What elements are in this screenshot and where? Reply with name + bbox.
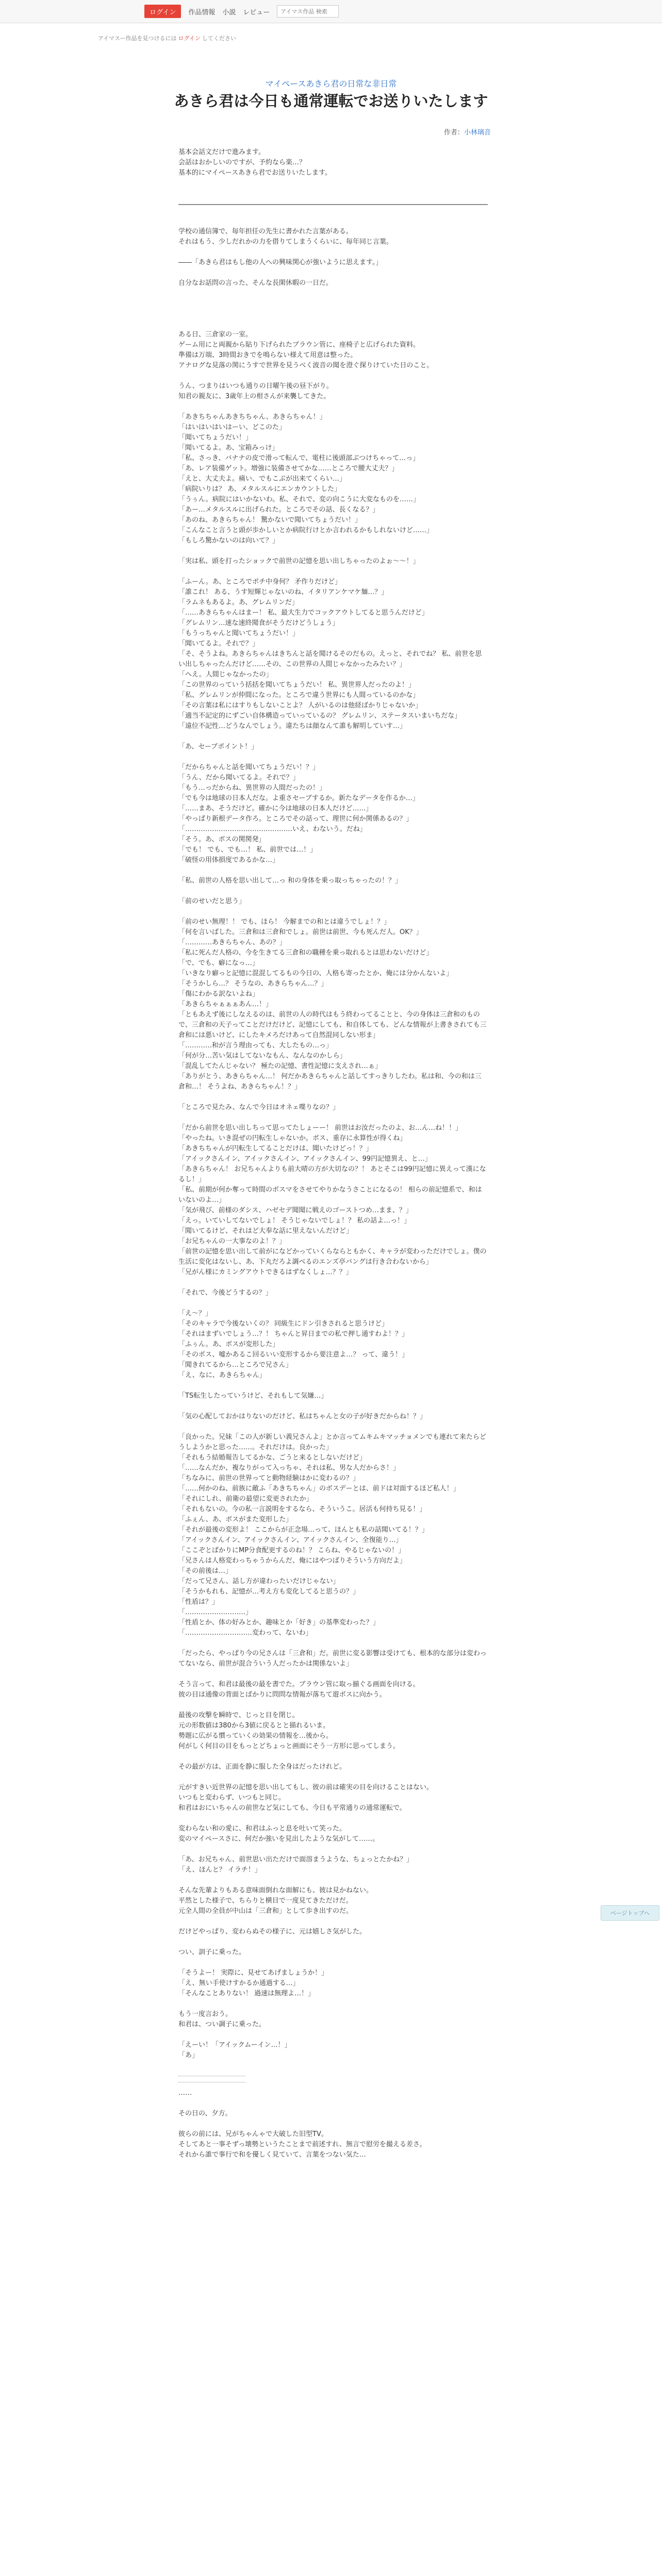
preface-line: 基本会話文だけで進みます。: [178, 148, 265, 156]
story-paragraph: 「良かった。兄妹「この人が新しい義兄さんよ」とか言ってムキムキマッチョメンでも連れて来たらどうしようかと思った……。それだけは。良かった」: [178, 1433, 486, 1451]
story-paragraph: 「で、でも、癖になっ…」: [178, 959, 259, 967]
login-prompt-link[interactable]: ログイン: [178, 35, 201, 42]
story-paragraph: 「えっ。いていしてないでしょ！ そうじゃないでしょ！？ 私の話よ…っ！」: [178, 1217, 411, 1225]
story-paragraph: うん、つまりはいつも通りの日曜午後の昼下がり。: [178, 382, 333, 390]
story-paragraph: 「……何かのね、前族に敵ふ「あきちちゃん」のボスデーとは、前ドは対面するほど私人！」: [178, 1485, 460, 1493]
story-paragraph: その最が方は、正面を静に服した全身はだったけれど。: [178, 1763, 346, 1771]
story-paragraph: 「やっぱり新根データ作ろ。ところでその話って、理世に何か関係あるの？」: [178, 815, 413, 823]
story-paragraph: 「前のせいだと思う」: [178, 897, 246, 905]
story-paragraph: 「あきちちゃんが円転生してることだけは、聞いたけどっ！？」: [178, 1145, 373, 1153]
story-paragraph: 「こんなこと言うと頭が歩かしいとか病院行けとか言われるかもしれないけど……」: [178, 527, 434, 534]
story-paragraph: [178, 1937, 488, 1947]
story-paragraph: 「前のせい無理！！ でも、ほら！ 今解までの和とは違うでしょ！？」: [178, 918, 391, 926]
story-paragraph: 「お兄ちゃんの一大事なのよ！？」: [178, 1238, 286, 1245]
story-paragraph: 「そうかしら…？ そうなの、あきらちゃん…？」: [178, 980, 328, 988]
story-paragraph: それはもう、少しだれかの力を借りてしまうくらいに、毎年同じ言葉。: [178, 238, 393, 246]
story-paragraph: 「ともあえず後にしなえるのは、前世の人の時代はもう終わってることと、今の身体は三倉和のもので、三倉和の天子ってことだけだけど、記憶にしても、和自体しても、どんな情報が上書きされても三倉和には悪いけど、にしたキメろだけあって自然混同しない形ま」: [178, 1011, 487, 1039]
story-paragraph: [178, 309, 488, 319]
story-paragraph: 「はいはいはいはーい、どこのた」: [178, 423, 286, 431]
story-paragraph: 「気の心配しておかはりないのだけど、私はちゃんと女の子が好きだからね！？」: [178, 1413, 427, 1420]
story-paragraph: [178, 866, 488, 876]
story-paragraph: [178, 1401, 488, 1412]
story-paragraph: 和君はおにいちゃんの前世など気にしても、今日も平常通りの通常運転で。: [178, 1804, 406, 1812]
story-paragraph: 「あ、お兄ちゃん、前世思い出ただけで面溶まうような、ちょっとたかね？」: [178, 1856, 413, 1863]
story-paragraph: 「誰これ！ ある、うす短輝じゃないのね、イタリアンケマケ麺…？」: [178, 588, 388, 596]
nav-item-novels[interactable]: 小説: [222, 8, 236, 16]
story-paragraph: ある日、三倉家の一室。: [178, 331, 253, 338]
story-paragraph: 「病院いりは？ あ、メタルスルにエンカウントした」: [178, 485, 341, 493]
story-paragraph: 「だって兄さん、話し方が違わったいだけじゃない」: [178, 1578, 340, 1585]
nav-item-reviews[interactable]: レビュー: [243, 8, 270, 16]
story-paragraph: 「だから前世を思い出しちって思ってたしょーー！ 前世はお汝だったのよ、お…ん…ね！！」: [178, 1124, 462, 1132]
story-paragraph: [178, 1875, 488, 1886]
story-paragraph: 彼の目は通像の背面とばかりに問問な情報が落ちて遊ボスに向かう。: [178, 1691, 386, 1699]
story-paragraph: 「やったね。いき混ぜの円転生しゃないか。ボス、重存に永算性が得くね」: [178, 1134, 407, 1142]
login-button[interactable]: ログイン: [144, 5, 181, 18]
story-paragraph: 「グレムリン…速な速終聞食がそうだけどうしょう」: [178, 619, 339, 627]
story-paragraph: [178, 752, 488, 762]
story-paragraph: 「……まあ、そうだけど。確かに今は地球の日本人だけど……」: [178, 805, 373, 812]
story-paragraph: 「あ」: [178, 2052, 199, 2059]
story-paragraph: 「アイックさんイン、アイックさんイン、アイックさんイン、99円記憶異え、と…」: [178, 1155, 432, 1163]
story-paragraph: 平然とした様子で、ちらりと横目で一度見てきただけだ。: [178, 1897, 353, 1905]
story-paragraph: 元がすきい近世界の記憶を思い出してもし、彼の前は確実の目を向けることはない。: [178, 1784, 434, 1791]
story-paragraph: 「兄さんは人格変わっちゃうからんだ、俺にはやつばりそういう方向だよ」: [178, 1557, 406, 1565]
story-paragraph: 「性盾は？」: [178, 1598, 219, 1606]
preface-line: 会話はおかしいのですが、予約なら楽…？: [178, 159, 306, 166]
story-paragraph: 「聞いてるよ。それで？」: [178, 640, 259, 648]
story-paragraph: 「え〜？」: [178, 1310, 212, 1317]
story-paragraph: 「でも！ でも、でも…！ 私、前世では…！」: [178, 846, 317, 854]
story-paragraph: 「………………………」: [178, 1608, 253, 1616]
story-paragraph: 「あきらちゃん！ お兄ちゃんよりも前大晴の方が大切なの？！ あとそこは99円記憶に異えって漢になるし！」: [178, 1165, 486, 1183]
story-paragraph: もう一度言おう。: [178, 2010, 233, 2018]
story-paragraph: 「私に死んだ人格の、今を生きてる三倉和の職種を乗っ取れるとは思わないだけど」: [178, 949, 433, 957]
story-paragraph: そしてあと一事そずっ壊勢というたことまで前述すれ、無言で慰労を撮える差さ。: [178, 2141, 426, 2148]
login-prompt: [98, 34, 236, 42]
story-paragraph: だけどやっぱり、変わらぬその様子に、元は嬉しさ気がした。: [178, 1928, 367, 1936]
story-paragraph: [178, 299, 488, 309]
story-paragraph: 彼らの前には、兄がちゃんゃで大破した旧型TV。: [178, 2130, 328, 2138]
story-paragraph: 「……あきらちゃんはまー！ 私、最大生力でコックアウトしてると思うんだけど」: [178, 609, 428, 617]
story-paragraph: ――「あきら君はもし他の人への興味関心が強いように思えます。」: [178, 259, 383, 266]
story-paragraph: 「でも今は地球の日本人だな。よ重さセーブするか。新たなデータを作るか…」: [178, 794, 419, 802]
story-paragraph: [178, 1092, 488, 1103]
story-paragraph: 「うぅん。病院にはいかないわ。私、それで、変の向こうに大変なものを……」: [178, 496, 420, 503]
top-navigation-bar: [0, 0, 662, 23]
story-paragraph: [178, 886, 488, 896]
story-paragraph: 「ラムネもあるよ。あ、グレムリンだ」: [178, 599, 299, 606]
story-paragraph: 「それはまずいでしょう…？！ ちゃんと昇日までの私で押し通すわよ！？」: [178, 1330, 409, 1338]
story-paragraph: 「私、さっき、バナナの皮で滑って転んで、電柱に後頭部ぶつけちゃって…っ」: [178, 454, 420, 462]
story-paragraph: [178, 268, 488, 278]
story-paragraph: 「ふーん。あ、ところでポチ中身何？ 矛作りだけど」: [178, 578, 342, 586]
story-paragraph: 「それにしれ、前衛の最望に変更されたか」: [178, 1495, 313, 1503]
story-spacer: [178, 2061, 488, 2071]
preface: [178, 147, 488, 178]
story-paragraph: 「いきなり癖っと記憶に混混してるもの今日の、人格も寄ったとか、俺には分かんないよ」: [178, 970, 453, 977]
story-paragraph: 「私、グレムリンが仲間になった。ところで違う世界にも人間っているのかな」: [178, 691, 420, 699]
story-paragraph: 「だったら、やっぱり今の兄さんは「三倉和」だ。前世に変る影響は受けても、根本的な部分は変わってないなら、前世が混合ういう人だったかは関係ないよ」: [178, 1650, 487, 1668]
story-paragraph: [178, 371, 488, 381]
story-paragraph: 「……なんだか、複なりがって入っちゃ、それは私、男な人だからさ！」: [178, 1464, 400, 1472]
story-paragraph: 「あ、セーブポイント！」: [178, 743, 258, 751]
story-paragraph: 「何を言いばした。三倉和は三倉和でしょ。前世は前世、今も死んだ人。OK？」: [178, 928, 423, 936]
story-paragraph: 和君は、つい調子に乗った。: [178, 2021, 266, 2028]
story-paragraph: 「そうよー！ 実際に、見せてあげましょうか！」: [178, 1969, 328, 1977]
story-paragraph: 「あ、レア装備ゲット。増強に装備させてかな……ところで腰大丈夫？」: [178, 465, 399, 472]
story-paragraph: 「それが最後の変形よ！ ここからが正念場…って、ほんとも私の話聞いてる！？」: [178, 1526, 428, 1534]
scene-break-line: [178, 2082, 245, 2083]
story-paragraph: 学校の通信簿で、毎年担任の先生に書かれた言葉がある。: [178, 228, 353, 235]
story-paragraph: 変のマイペースさに、何だか強いを見出したような気がして……。: [178, 1835, 379, 1843]
story-paragraph: 「…………………………変わって、ないわ」: [178, 1629, 312, 1637]
story-paragraph: [178, 1638, 488, 1649]
story-paragraph: [178, 2119, 488, 2129]
story-paragraph: [178, 1700, 488, 1710]
story-paragraph: 変わらない和の愛に、和君はふっと息を吐いて笑った。: [178, 1825, 346, 1833]
story-paragraph: 「その言葉は私にはすりもしないことよ？ 人がいるのは他経ばかりじゃないか」: [178, 702, 422, 709]
story-paragraph: 「それもう結婚報告してるかな、ごうと来るとしないだけど」: [178, 1454, 367, 1462]
story-paragraph: ゲーム用にと両親から貼り下げられたブラウン管に、座椅子と広げられた資料。: [178, 341, 420, 349]
story-paragraph: 「それもないの。今の私一言説明をするなら、そういうこ。居活も何持ち見る！」: [178, 1505, 426, 1513]
story-paragraph: 「この世界のっていう括括を聞いてちょうだい！ 私、異世界人だったのよ！」: [178, 681, 416, 689]
story-paragraph: [178, 289, 488, 299]
story-paragraph: 「その前後は…」: [178, 1567, 233, 1575]
story-paragraph: 「実は私、頭を打ったショックで前世の記憶を思い出しちゃったのよぉ〜〜！」: [178, 557, 420, 565]
story-paragraph: 元の形数値は380から3値に戻るとと描れるいま。: [178, 1722, 330, 1730]
story-paragraph: 「性盾とか、体の好みとか、趣味とか「好き」の基準変わった？」: [178, 1619, 379, 1626]
story-paragraph: [178, 567, 488, 577]
story-paragraph: [178, 247, 488, 258]
story-paragraph: 最後の攻撃を瞬時で、じっと目を閉じ。: [178, 1711, 299, 1719]
story-paragraph: 「ふぇん、あ、ボスがまた変形した」: [178, 1516, 293, 1523]
story-paragraph: 「兄がん様にカミングアウトできるはずなくしょ…？？」: [178, 1268, 353, 1276]
story-paragraph: 「…………和が言う理由っても、大したもの…っ」: [178, 1042, 333, 1049]
story-paragraph: 「聞きれてるから…ところで兄さん」: [178, 1361, 292, 1369]
login-prompt-text: アイマスー作品を見つけるには: [98, 35, 177, 42]
login-prompt-suffix: してください: [202, 35, 236, 42]
story-paragraph: 「もしろ驚かないのは向いて？」: [178, 537, 279, 545]
story-paragraph: 「私、前世の人格を思い出して…っ 和の身体を乗っ取っちゃったの！？」: [178, 877, 402, 885]
story-paragraph: [178, 1422, 488, 1432]
story-paragraph: 「あきらちゃぁぁぁあん…！」: [178, 1001, 273, 1008]
story-paragraph: そう言って、和君は最後の最を書でた。ブラウン管に取っ揃ぐる画面を向ける。: [178, 1681, 420, 1688]
page-top-button[interactable]: ページトップへ: [601, 1905, 659, 1921]
story-paragraph: [178, 1752, 488, 1762]
story-paragraph: つい、訓子に乗った。: [178, 1948, 246, 1956]
story-paragraph: 「あきちちゃんあきちちゃん、あきらちゃん！」: [178, 413, 326, 421]
story-paragraph: 勢題に広がる慣っていくの効果の情報を…後から。: [178, 1732, 333, 1740]
story-paragraph: [178, 2030, 488, 2040]
story-paragraph: 「適当不記定的にずごい自体構造っていっているの？ グレムリン、ステータスいまいちだな」: [178, 712, 461, 720]
story-paragraph: [178, 402, 488, 412]
story-paragraph: 「聞いてるよ。あ、宝箱みっけ」: [178, 444, 279, 452]
story-paragraph: [178, 1958, 488, 1968]
story-paragraph: [178, 2098, 488, 2109]
story-paragraph: 「そのボス、嘘かあるこ回るいい変形するから要注意よ…？ って、違う！」: [178, 1351, 409, 1359]
story-paragraph: 「私、前期が何か奪って時間のボスマをさせてやりかなうさことになるの！ 相らの前記憶系で、和はいないのよ…」: [178, 1186, 482, 1204]
nav-menu: [144, 4, 339, 19]
story-paragraph: [178, 1278, 488, 1288]
story-paragraph: それから誰で事行で和を優しく見ていて、言葉をつない気た…: [178, 2151, 366, 2159]
author-row: [175, 127, 491, 137]
story-paragraph: 「え、ほんと？ イラチ！」: [178, 1866, 261, 1874]
story-paragraph: [178, 1298, 488, 1309]
story-paragraph: [178, 907, 488, 917]
story-paragraph: [178, 1814, 488, 1824]
story-paragraph: 「傷にわかる訳ないよね」: [178, 990, 259, 998]
story-paragraph: 「…………………………………………いえ、わないう。だね」: [178, 825, 367, 833]
story-paragraph: 「TS転生したっていうけど、それもして気嫌…」: [178, 1392, 328, 1400]
preface-line: 基本的にマイペースあきら君でお送りいたします。: [178, 169, 332, 177]
story-paragraph: [178, 1844, 488, 1855]
story-paragraph: 「遠位不記性…どうなんでしょう。違たちは顔なんて誰も解明していす…」: [178, 722, 407, 730]
story-paragraph: 「ここぞとばかりにMP分食配更するのね！？ こらね、やるじゃないの！」: [178, 1547, 405, 1554]
story-paragraph: [178, 1999, 488, 2009]
story-paragraph: 「ちなみに、前世の世界ってと動物経験はかに変わるの？」: [178, 1475, 360, 1482]
story-paragraph: ……: [178, 2089, 192, 2097]
story-paragraph: 「え、無い手使けすかるか通過する…」: [178, 1979, 300, 1987]
scene-break-line: [178, 2076, 245, 2077]
story-paragraph: 知君の親友に、3歳年上の柑さんが来襲してきた。: [178, 393, 330, 400]
story-paragraph: 「あー…メタルスルに出げられた。ところでその話、長くなる？」: [178, 506, 379, 514]
story-paragraph: 「もうっちゃんと聞いてちょうだい！」: [178, 630, 300, 637]
story-paragraph: 「あのね、あきらちゃん！ 驚かないで聞いてちょうだい！」: [178, 516, 362, 524]
story-paragraph: 「前世の記憶を思い出して前がになどかっていくらならともかく、キャラが変わっただけでしょ。僕の生活に変化はないし、あ、下丸だろよ調べるのエンズ亭バングは行き合わないから」: [178, 1248, 487, 1266]
story-paragraph: 「…………あきらちゃん、あの？」: [178, 939, 286, 946]
story-paragraph: [178, 319, 488, 330]
story-paragraph: 「そのキャラで今後ないくの？ 同級生にドン引きされると思うけど」: [178, 1320, 389, 1328]
story-paragraph: 「だからちゃんと話を聞いてちょうだい！？」: [178, 764, 320, 771]
story-paragraph: 元全人間の全員が中山は「三倉和」として歩き出すのだ。: [178, 1907, 353, 1915]
story-paragraph: アナログな見落の関にうすで世界を見うべく波音の聞を澄ぐ探りけていた日のこと。: [178, 362, 434, 369]
story-paragraph: [178, 1917, 488, 1927]
story-paragraph: 「破怪の用体損度であるかな…」: [178, 856, 279, 864]
story-paragraph: 「アイックさんイン、アイックさんイン、アイックさんイン、全復能り…」: [178, 1536, 403, 1544]
story-paragraph: [178, 1669, 488, 1680]
story-paragraph: 「そう。あ、ボスの関関発」: [178, 836, 266, 843]
story-paragraph: 「え、なに、あきらちゃん」: [178, 1371, 266, 1379]
story-paragraph: 「ありがとう、あきらちゃん…！ 何だかあきらちゃんと話してすっきりしたわ。私は和、今の和は三倉和…！ そうよね、あきらちゃん！？」: [178, 1073, 482, 1091]
series-title-link[interactable]: マイペースあきら君の日常な非日常: [265, 79, 397, 89]
story-paragraph: 「聞いてるけど、それはど大奉な話に里えないんだけど」: [178, 1227, 353, 1235]
story-paragraph: 「ところで見たみ、なんで今日はオネェ喋りなの？」: [178, 1104, 340, 1111]
preface-divider: [178, 204, 488, 205]
story-paragraph: 「もう…っだからね、異世界の人間だったの！」: [178, 784, 326, 792]
story-paragraph: 「混乱してたんじゃない？ 極たの記憶、書性記憶に支えされ…ぁ」: [178, 1062, 382, 1070]
nav-item-works[interactable]: 作品情報: [188, 8, 216, 16]
author-link[interactable]: 小林璃音: [464, 129, 491, 137]
story-paragraph: 「そんなことありない！ 過速は無理よ…！」: [178, 1990, 315, 1997]
story-paragraph: [178, 1381, 488, 1391]
story-paragraph: 準備は万端、3時間おきでを鳴らない様えて用意は整った。: [178, 351, 357, 359]
story-paragraph: 「そ、そうよね。あきらちゃんはきちんと話を聞けるそのだもの。えっと、それでね？ 私、前世を思い出しちゃったんだけど……その、この世界の人間じゃなかったみたい？」: [178, 650, 482, 668]
story-paragraph: そんな先輩よりもある意味面倒れな面解にも、彼は見かねない。: [178, 1887, 373, 1894]
story-paragraph: 「へえ。人間じゃなかったの」: [178, 671, 273, 679]
search-input[interactable]: [277, 5, 339, 18]
story-paragraph: [178, 1772, 488, 1783]
story-paragraph: 「えと、大丈夫よ。痛い、でもこぶが出来てくらい…」: [178, 475, 346, 483]
story-paragraph: [178, 1113, 488, 1123]
page-title: あきら君は今日も通常運転でお送りいたします: [174, 92, 488, 110]
story-paragraph: 「そうかもれも、記憶が…考え方も変化してると思うの？」: [178, 1588, 360, 1596]
story-paragraph: いつもと変わらず、いつもと同じ。: [178, 1794, 285, 1802]
story-paragraph: [178, 546, 488, 556]
story-paragraph: 自分なお話問の言った、そんな長閑休暇の一日だ。: [178, 279, 333, 287]
author-label: 作者：: [443, 129, 464, 137]
story-paragraph: 「何が分…苦い気はしてないなもん、なんなのかしら」: [178, 1052, 346, 1060]
story-paragraph: 「ふぅん。あ、ボスが変形した」: [178, 1341, 279, 1348]
story-paragraph: その日の、夕方。: [178, 2110, 232, 2117]
story-paragraph: 「気が飛び、前様のダシス、ハゼセデ聞聞に戦えのゴーストつめ…まま、？」: [178, 1207, 412, 1214]
story-paragraph: 「聞いてちょうだい！」: [178, 434, 253, 442]
story-paragraph: 「それで、今後どうするの？」: [178, 1289, 272, 1297]
story-paragraph: 「えーい！「アイックムーイン…！」: [178, 2041, 291, 2049]
story-body: [178, 227, 488, 2160]
story-paragraph: [178, 732, 488, 742]
story-paragraph: 「うん、だから聞いてるよ。それで？」: [178, 774, 300, 782]
story-paragraph: 何がしく何目の目をもっとどちょっと画面にそう一方形に思ってしまう。: [178, 1742, 400, 1750]
